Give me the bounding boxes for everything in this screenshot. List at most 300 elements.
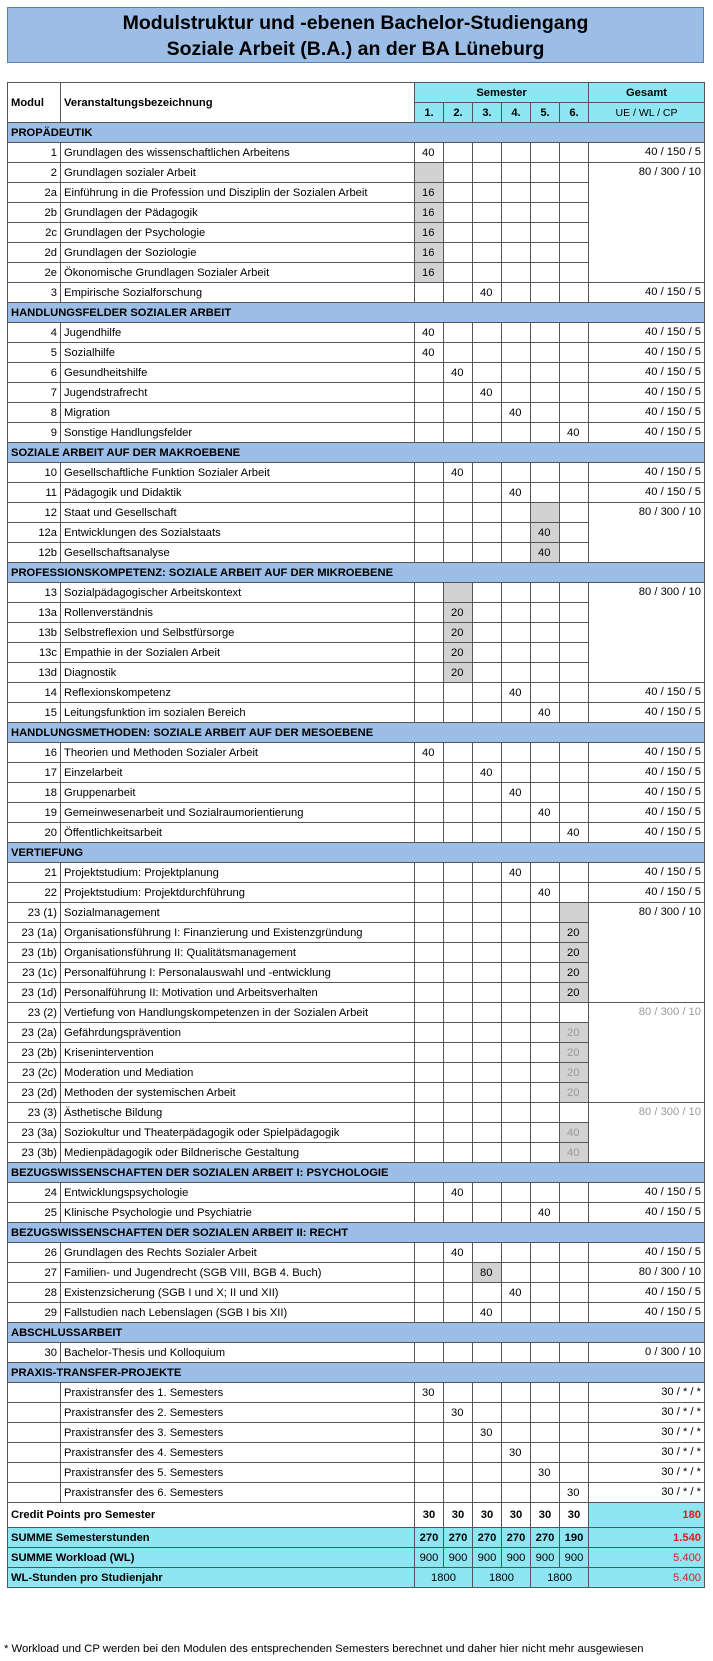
semester-6-hours: 20 (560, 983, 589, 1003)
semester-5-hours (531, 1443, 560, 1463)
semester-6-hours: 20 (560, 943, 589, 963)
semester-6-hours (560, 403, 589, 423)
semester-4-hours: 40 (502, 683, 531, 703)
semester-4-hours (502, 463, 531, 483)
semester-2-hours: 40 (444, 463, 473, 483)
cp-total: 180 (589, 1503, 705, 1528)
semester-4-hours (502, 643, 531, 663)
module-title: Methoden der systemischen Arbeit (61, 1083, 415, 1103)
wl-sem-2: 900 (444, 1548, 473, 1568)
semester-1-hours (415, 1103, 444, 1123)
module-total: 40 / 150 / 5 (589, 883, 705, 903)
module-number: 23 (1b) (8, 943, 61, 963)
semester-3-hours (473, 883, 502, 903)
semester-1-hours (415, 1463, 444, 1483)
semester-2-hours (444, 863, 473, 883)
semester-6-hours (560, 1463, 589, 1483)
module-number: 23 (3b) (8, 1143, 61, 1163)
module-title: Theorien und Methoden Sozialer Arbeit (61, 743, 415, 763)
semester-3-hours (473, 603, 502, 623)
semester-5-hours (531, 263, 560, 283)
module-title: Gefährdungsprävention (61, 1023, 415, 1043)
semester-5-label: 5. (531, 103, 560, 123)
semester-5-hours (531, 423, 560, 443)
section-title: ABSCHLUSSARBEIT (8, 1323, 705, 1343)
section-header-row (8, 843, 705, 863)
semester-3-hours (473, 963, 502, 983)
module-total: 30 / * / * (589, 1383, 705, 1403)
module-number: 30 (8, 1343, 61, 1363)
module-number: 2 (8, 163, 61, 183)
semester-5-hours (531, 903, 560, 923)
module-total: 40 / 150 / 5 (589, 823, 705, 843)
module-row (8, 883, 705, 903)
module-title: Soziokultur und Theaterpädagogik oder Spielpädagogik (61, 1123, 415, 1143)
semester-6-hours: 20 (560, 963, 589, 983)
module-row (8, 1383, 705, 1403)
semester-4-hours (502, 1243, 531, 1263)
semester-5-hours (531, 823, 560, 843)
semester-6-hours (560, 1183, 589, 1203)
semester-1-hours (415, 1443, 444, 1463)
semester-4-hours (502, 603, 531, 623)
module-total: 40 / 150 / 5 (589, 863, 705, 883)
semester-5-hours (531, 1283, 560, 1303)
module-title: Praxistransfer des 5. Semesters (61, 1463, 415, 1483)
section-title: PROFESSIONSKOMPETENZ: SOZIALE ARBEIT AUF DER MIKROEBENE (8, 563, 705, 583)
summary-wy-row (8, 1568, 705, 1588)
module-title: Einzelarbeit (61, 763, 415, 783)
semester-5-hours (531, 983, 560, 1003)
semester-5-hours (531, 863, 560, 883)
semester-5-hours (531, 743, 560, 763)
module-number: 7 (8, 383, 61, 403)
semester-4-hours: 40 (502, 783, 531, 803)
semester-1-hours (415, 1043, 444, 1063)
semester-6-hours (560, 623, 589, 643)
semester-6-hours: 30 (560, 1483, 589, 1503)
semester-2-hours (444, 583, 473, 603)
semester-2-hours (444, 803, 473, 823)
semester-1-hours (415, 1123, 444, 1143)
semester-5-hours (531, 1043, 560, 1063)
ss-sem-6: 190 (560, 1528, 589, 1548)
semester-6-hours (560, 863, 589, 883)
semester-6-hours (560, 1003, 589, 1023)
semester-3-hours (473, 1103, 502, 1123)
semester-2-hours (444, 1203, 473, 1223)
module-number: 13b (8, 623, 61, 643)
semester-1-hours (415, 1403, 444, 1423)
module-row (8, 763, 705, 783)
semester-3-hours (473, 1023, 502, 1043)
module-total: 30 / * / * (589, 1483, 705, 1503)
module-total: 40 / 150 / 5 (589, 1183, 705, 1203)
semester-5-hours (531, 223, 560, 243)
semester-4-hours (502, 203, 531, 223)
semester-1-hours (415, 983, 444, 1003)
semester-2-hours (444, 283, 473, 303)
semester-4-hours (502, 343, 531, 363)
semester-3-hours (473, 823, 502, 843)
module-title: Staat und Gesellschaft (61, 503, 415, 523)
semester-4-hours (502, 1463, 531, 1483)
semester-3-hours (473, 1343, 502, 1363)
module-number: 16 (8, 743, 61, 763)
semester-2-hours (444, 1043, 473, 1063)
semester-3-hours (473, 1383, 502, 1403)
module-total: 80 / 300 / 10 (589, 503, 705, 563)
semester-4-hours (502, 903, 531, 923)
ss-total: 1.540 (589, 1528, 705, 1548)
module-total: 30 / * / * (589, 1443, 705, 1463)
semester-6-hours (560, 1243, 589, 1263)
semester-4-hours (502, 1483, 531, 1503)
semester-6-hours (560, 1383, 589, 1403)
semester-3-hours (473, 983, 502, 1003)
semester-1-hours (415, 963, 444, 983)
module-number: 23 (2a) (8, 1023, 61, 1043)
semester-4-hours (502, 1103, 531, 1123)
semester-4-hours (502, 623, 531, 643)
wl-sem-4: 900 (502, 1548, 531, 1568)
title-line-1: Modulstruktur und -ebenen Bachelor-Studiengang (122, 12, 589, 34)
semester-4-hours (502, 503, 531, 523)
module-total: 40 / 150 / 5 (589, 1243, 705, 1263)
module-total: 40 / 150 / 5 (589, 803, 705, 823)
module-number: 2a (8, 183, 61, 203)
semester-5-hours: 40 (531, 883, 560, 903)
header-gesamt-sub: UE / WL / CP (589, 103, 705, 123)
semester-1-hours (415, 383, 444, 403)
semester-3-hours (473, 183, 502, 203)
semester-4-hours (502, 1423, 531, 1443)
wy-total: 5.400 (589, 1568, 705, 1588)
semester-6-hours (560, 1443, 589, 1463)
semester-6-hours (560, 603, 589, 623)
module-row (8, 803, 705, 823)
module-number: 23 (1) (8, 903, 61, 923)
module-number: 21 (8, 863, 61, 883)
module-number: 9 (8, 423, 61, 443)
module-row (8, 1003, 705, 1023)
semester-1-hours (415, 1063, 444, 1083)
module-title: Projektstudium: Projektplanung (61, 863, 415, 883)
section-title: VERTIEFUNG (8, 843, 705, 863)
header-semester: Semester (415, 83, 589, 103)
module-number: 8 (8, 403, 61, 423)
semester-5-hours (531, 163, 560, 183)
module-number: 22 (8, 883, 61, 903)
semester-6-hours (560, 323, 589, 343)
semester-6-hours (560, 783, 589, 803)
semester-2-hours (444, 343, 473, 363)
section-title: HANDLUNGSMETHODEN: SOZIALE ARBEIT AUF DER MESOEBENE (8, 723, 705, 743)
module-title: Grundlagen der Pädagogik (61, 203, 415, 223)
semester-2-hours (444, 483, 473, 503)
module-total: 40 / 150 / 5 (589, 1303, 705, 1323)
module-title: Ökonomische Grundlagen Sozialer Arbeit (61, 263, 415, 283)
semester-1-hours: 40 (415, 323, 444, 343)
module-number: 2b (8, 203, 61, 223)
semester-3-hours (473, 323, 502, 343)
module-row (8, 143, 705, 163)
section-header-row (8, 1323, 705, 1343)
module-row (8, 343, 705, 363)
semester-2-hours (444, 1423, 473, 1443)
semester-1-hours (415, 1483, 444, 1503)
semester-4-hours (502, 143, 531, 163)
module-title: Jugendstrafrecht (61, 383, 415, 403)
module-title: Personalführung I: Personalauswahl und -entwicklung (61, 963, 415, 983)
module-title: Gruppenarbeit (61, 783, 415, 803)
semester-5-hours (531, 1483, 560, 1503)
semester-3-hours (473, 1403, 502, 1423)
semester-4-hours (502, 743, 531, 763)
wy-label: WL-Stunden pro Studienjahr (8, 1568, 415, 1588)
semester-1-hours (415, 663, 444, 683)
cp-sem-3: 30 (473, 1503, 502, 1528)
module-title: Praxistransfer des 1. Semesters (61, 1383, 415, 1403)
semester-3-hours: 40 (473, 383, 502, 403)
module-row (8, 1403, 705, 1423)
module-title: Grundlagen der Soziologie (61, 243, 415, 263)
semester-3-hours (473, 243, 502, 263)
module-total: 40 / 150 / 5 (589, 343, 705, 363)
semester-4-hours (502, 1143, 531, 1163)
module-number (8, 1383, 61, 1403)
module-total: 40 / 150 / 5 (589, 363, 705, 383)
semester-2-hours (444, 323, 473, 343)
module-title: Medienpädagogik oder Bildnerische Gestaltung (61, 1143, 415, 1163)
semester-3-label: 3. (473, 103, 502, 123)
module-number: 23 (2b) (8, 1043, 61, 1063)
module-title: Praxistransfer des 4. Semesters (61, 1443, 415, 1463)
module-number: 13 (8, 583, 61, 603)
semester-4-hours (502, 383, 531, 403)
semester-6-hours (560, 223, 589, 243)
module-number: 12b (8, 543, 61, 563)
semester-6-hours: 20 (560, 1083, 589, 1103)
wl-sem-3: 900 (473, 1548, 502, 1568)
semester-3-hours (473, 143, 502, 163)
semester-3-hours (473, 1183, 502, 1203)
module-title: Empirische Sozialforschung (61, 283, 415, 303)
semester-1-hours: 16 (415, 223, 444, 243)
module-total: 40 / 150 / 5 (589, 463, 705, 483)
wy-year-1: 1800 (415, 1568, 473, 1588)
module-total: 40 / 150 / 5 (589, 763, 705, 783)
semester-5-hours (531, 243, 560, 263)
semester-1-hours (415, 943, 444, 963)
semester-2-hours (444, 1123, 473, 1143)
module-row (8, 1343, 705, 1363)
section-header-row (8, 443, 705, 463)
semester-2-hours (444, 943, 473, 963)
semester-3-hours: 40 (473, 283, 502, 303)
semester-4-hours (502, 283, 531, 303)
semester-2-hours: 30 (444, 1403, 473, 1423)
semester-1-hours: 40 (415, 743, 444, 763)
semester-5-hours (531, 1343, 560, 1363)
semester-6-hours (560, 463, 589, 483)
semester-6-hours (560, 1403, 589, 1423)
module-number (8, 1463, 61, 1483)
semester-4-hours (502, 963, 531, 983)
semester-3-hours (473, 423, 502, 443)
semester-5-hours (531, 483, 560, 503)
semester-3-hours (473, 343, 502, 363)
semester-1-hours (415, 483, 444, 503)
semester-2-hours (444, 743, 473, 763)
semester-5-hours (531, 623, 560, 643)
semester-2-hours (444, 1343, 473, 1363)
semester-2-hours (444, 243, 473, 263)
semester-6-hours (560, 383, 589, 403)
semester-6-hours (560, 763, 589, 783)
semester-3-hours (473, 1283, 502, 1303)
section-title: BEZUGSWISSENSCHAFTEN DER SOZIALEN ARBEIT II: RECHT (8, 1223, 705, 1243)
module-row (8, 683, 705, 703)
semester-3-hours (473, 1083, 502, 1103)
semester-3-hours (473, 863, 502, 883)
module-row (8, 1283, 705, 1303)
semester-5-hours (531, 923, 560, 943)
wl-sem-1: 900 (415, 1548, 444, 1568)
semester-5-hours (531, 1403, 560, 1423)
semester-3-hours (473, 503, 502, 523)
module-title: Sozialmanagement (61, 903, 415, 923)
semester-3-hours (473, 263, 502, 283)
semester-6-hours (560, 243, 589, 263)
semester-3-hours (473, 943, 502, 963)
module-number (8, 1443, 61, 1463)
module-total: 40 / 150 / 5 (589, 323, 705, 343)
module-row (8, 1303, 705, 1323)
semester-1-hours (415, 403, 444, 423)
module-title: Bachelor-Thesis und Kolloquium (61, 1343, 415, 1363)
semester-2-hours: 20 (444, 643, 473, 663)
module-title: Diagnostik (61, 663, 415, 683)
semester-4-hours (502, 763, 531, 783)
semester-6-hours (560, 703, 589, 723)
module-total: 80 / 300 / 10 (589, 1263, 705, 1283)
module-total: 40 / 150 / 5 (589, 743, 705, 763)
module-row (8, 163, 705, 183)
semester-6-hours: 20 (560, 923, 589, 943)
module-number: 23 (2c) (8, 1063, 61, 1083)
semester-5-hours (531, 643, 560, 663)
semester-4-hours (502, 1343, 531, 1363)
semester-6-hours (560, 1203, 589, 1223)
semester-3-hours (473, 643, 502, 663)
semester-4-hours (502, 583, 531, 603)
module-row (8, 403, 705, 423)
module-total: 40 / 150 / 5 (589, 1203, 705, 1223)
module-number: 19 (8, 803, 61, 823)
module-number: 23 (3) (8, 1103, 61, 1123)
semester-4-hours (502, 1083, 531, 1103)
semester-5-hours (531, 183, 560, 203)
semester-1-hours (415, 643, 444, 663)
semester-5-hours (531, 1083, 560, 1103)
module-number: 26 (8, 1243, 61, 1263)
semester-2-hours (444, 503, 473, 523)
summary-ss-row (8, 1528, 705, 1548)
title-line-2: Soziale Arbeit (B.A.) an der BA Lüneburg (166, 38, 545, 60)
module-title: Moderation und Mediation (61, 1063, 415, 1083)
semester-4-hours (502, 423, 531, 443)
semester-2-hours (444, 183, 473, 203)
section-header-row (8, 1163, 705, 1183)
semester-4-label: 4. (502, 103, 531, 123)
semester-4-hours: 40 (502, 483, 531, 503)
semester-2-hours: 40 (444, 1243, 473, 1263)
module-number: 23 (1d) (8, 983, 61, 1003)
module-table-body (8, 83, 705, 1503)
module-table (7, 82, 705, 1588)
semester-4-hours (502, 183, 531, 203)
cp-sem-4: 30 (502, 1503, 531, 1528)
module-row (8, 463, 705, 483)
semester-5-hours (531, 143, 560, 163)
semester-2-hours (444, 1303, 473, 1323)
semester-5-hours (531, 203, 560, 223)
module-title: Personalführung II: Motivation und Arbeitsverhalten (61, 983, 415, 1003)
semester-5-hours (531, 603, 560, 623)
semester-3-hours (473, 1443, 502, 1463)
semester-6-hours (560, 283, 589, 303)
semester-2-hours (444, 923, 473, 943)
section-title: BEZUGSWISSENSCHAFTEN DER SOZIALEN ARBEIT I: PSYCHOLOGIE (8, 1163, 705, 1183)
semester-4-hours (502, 1263, 531, 1283)
module-number (8, 1483, 61, 1503)
semester-1-hours (415, 883, 444, 903)
module-number: 28 (8, 1283, 61, 1303)
semester-4-hours (502, 1403, 531, 1423)
semester-1-hours (415, 583, 444, 603)
semester-4-hours (502, 363, 531, 383)
semester-3-hours (473, 1063, 502, 1083)
module-total: 80 / 300 / 10 (589, 163, 705, 283)
module-number: 12 (8, 503, 61, 523)
semester-4-hours (502, 883, 531, 903)
module-title: Klinische Psychologie und Psychiatrie (61, 1203, 415, 1223)
semester-3-hours (473, 363, 502, 383)
semester-5-hours: 40 (531, 803, 560, 823)
semester-6-hours (560, 643, 589, 663)
semester-6-hours: 20 (560, 1023, 589, 1043)
semester-4-hours: 40 (502, 1283, 531, 1303)
semester-3-hours (473, 1143, 502, 1163)
semester-1-hours: 16 (415, 263, 444, 283)
semester-1-hours: 40 (415, 143, 444, 163)
semester-3-hours (473, 663, 502, 683)
semester-1-label: 1. (415, 103, 444, 123)
module-title: Projektstudium: Projektdurchführung (61, 883, 415, 903)
semester-6-hours (560, 583, 589, 603)
module-row (8, 1463, 705, 1483)
module-number: 6 (8, 363, 61, 383)
semester-6-hours (560, 743, 589, 763)
section-header-row (8, 303, 705, 323)
module-number: 23 (2) (8, 1003, 61, 1023)
semester-6-hours: 20 (560, 1043, 589, 1063)
semester-3-hours (473, 403, 502, 423)
module-total: 40 / 150 / 5 (589, 783, 705, 803)
semester-5-hours (531, 1123, 560, 1143)
module-total: 40 / 150 / 5 (589, 683, 705, 703)
